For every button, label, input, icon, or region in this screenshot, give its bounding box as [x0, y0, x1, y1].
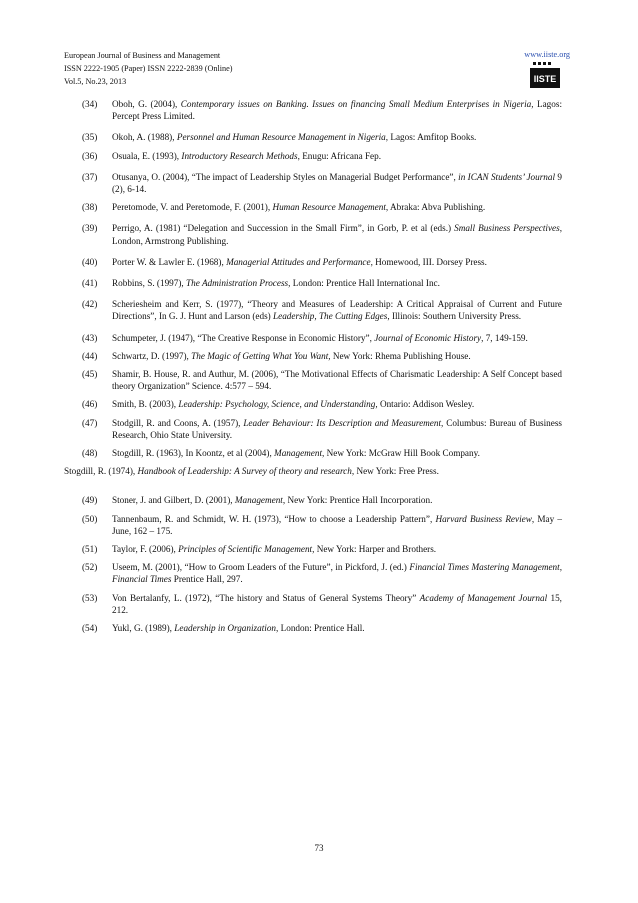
reference-text: Shamir, B. House, R. and Authur, M. (2006), “The Motivational Effects of Charismatic Leadership: A Self Concept based theory Organization” Science. 4:577 – 594.	[112, 369, 562, 392]
reference-entry	[64, 131, 562, 143]
reference-number: (37)	[82, 171, 98, 182]
reference-title: The Magic of Getting What You Want,	[191, 350, 331, 361]
journal-url-link[interactable]: www.iiste.org	[524, 50, 570, 59]
reference-title: Principles of Scientific Management	[178, 544, 313, 555]
reference-text: Smith, B. (2003),	[112, 399, 179, 410]
reference-number: (54)	[82, 623, 98, 634]
reference-text: Robbins, S. (1997),	[112, 278, 187, 289]
reference-text: Otusanya, O. (2004), “The impact of Leadership Styles on Managerial Budget Performance”,	[112, 171, 459, 182]
reference-list	[64, 98, 562, 634]
reference-entry	[64, 368, 562, 392]
reference-number: (34)	[82, 99, 98, 109]
reference-title: Introductory Research Methods	[181, 150, 298, 161]
reference-text: , New York: Harper and Brothers.	[312, 544, 437, 555]
reference-text: , Abraka: Abva Publishing.	[385, 202, 486, 213]
reference-entry	[64, 350, 562, 362]
reference-entry	[64, 332, 562, 344]
reference-title: Human Resource Management	[272, 202, 386, 213]
reference-entry	[64, 256, 562, 268]
reference-text: , New York: McGraw Hill Book Company.	[322, 448, 480, 459]
reference-text: Stogdill, R. (1974),	[64, 466, 138, 477]
reference-entry	[64, 298, 562, 322]
reference-text: Schumpeter, J. (1947), “The Creative Response in Economic History”,	[112, 332, 375, 343]
reference-text: Prentice Hall, 297.	[171, 574, 243, 585]
reference-entry	[64, 150, 562, 162]
reference-entry	[64, 561, 562, 585]
reference-text: Stoner, J. and Gilbert, D. (2001),	[112, 495, 235, 506]
reference-text: Oboh, G. (2004),	[112, 99, 181, 109]
reference-entry	[64, 222, 562, 246]
reference-text: Homewood, III. Dorsey Press.	[372, 256, 487, 267]
reference-title: Harvard Business Review	[435, 513, 532, 524]
reference-number: (45)	[82, 369, 98, 380]
svg-text:IISTE: IISTE	[533, 74, 557, 84]
reference-text: Taylor, F. (2006),	[112, 544, 179, 555]
reference-title: Personnel and Human Resource Management in Nigeria,	[176, 132, 389, 143]
reference-text: Peretomode, V. and Peretomode, F. (2001),	[112, 202, 273, 213]
reference-text: Osuala, E. (1993),	[112, 150, 182, 161]
reference-entry	[64, 98, 562, 122]
reference-number: (39)	[82, 223, 98, 234]
reference-number: (43)	[82, 332, 98, 343]
reference-text: Okoh, A. (1988),	[112, 132, 177, 143]
reference-title: in ICAN Students’ Journal	[458, 171, 556, 182]
reference-number: (47)	[82, 417, 98, 428]
reference-title: The Administration Process,	[186, 278, 291, 289]
reference-text: Yukl, G. (1989),	[112, 623, 175, 634]
iiste-logo	[530, 62, 560, 88]
reference-text: Lagos: Percept Press Limited.	[112, 99, 562, 122]
reference-text: Stodgill, R. and Coons, A. (1957),	[112, 417, 244, 428]
reference-text: Scheriesheim and Kerr, S. (1977), “Theory and Measures of Leadership: A Critical Appraisal of Current and Future Directions”, In G. J. Hunt and Larson (eds)	[112, 299, 562, 322]
reference-title: Journal of Economic History	[374, 332, 482, 343]
reference-title: Leader Behaviour: Its Description and Measurement,	[243, 417, 444, 428]
reference-number: (36)	[82, 150, 98, 161]
reference-entry	[64, 513, 562, 537]
reference-title: Academy of Management Journal	[419, 592, 548, 603]
reference-number: (40)	[82, 256, 98, 267]
reference-text: Von Bertalanfy, L. (1972), “The history and Status of General Systems Theory”	[112, 592, 420, 603]
reference-title: Financial Times Mastering Management, Financial Times	[112, 562, 562, 585]
reference-title: Managerial Attitudes and Performance,	[226, 256, 373, 267]
reference-entry	[64, 543, 562, 555]
reference-entry	[64, 171, 562, 195]
reference-number: (52)	[82, 562, 98, 573]
reference-entry	[64, 494, 562, 506]
reference-title: Leadership, The Cutting Edges	[273, 311, 388, 322]
reference-title: Handbook of Leadership: A Survey of theory and research,	[137, 466, 355, 477]
reference-entry	[64, 592, 562, 616]
reference-title: Leadership in Organization	[174, 623, 277, 634]
reference-text: Perrigo, A. (1981) “Delegation and Succession in the Small Firm”, in Gorb, P. et al (eds.)	[112, 223, 455, 234]
reference-title: Leadership: Psychology, Science, and Understanding,	[178, 399, 378, 410]
reference-number: (35)	[82, 132, 98, 143]
reference-title: Small Business Perspectives	[454, 223, 560, 234]
reference-title: Management	[234, 495, 283, 506]
reference-entry	[64, 622, 562, 634]
reference-title: Contemporary issues on Banking. Issues on financing Small Medium Enterprises in Nigeria,	[180, 99, 534, 109]
reference-text: , New York: Prentice Hall Incorporation.	[282, 495, 433, 506]
issn-line: ISSN 2222-1905 (Paper) ISSN 2222-2839 (Online)	[64, 64, 233, 73]
reference-text: 15, 212.	[112, 592, 562, 615]
page-number: 73	[314, 843, 324, 853]
reference-text: , May – June, 162 – 175.	[112, 513, 562, 536]
reference-text: , Illinois: Southern University Press.	[387, 311, 522, 322]
volume-line: Vol.5, No.23, 2013	[64, 77, 127, 86]
reference-text: Schwartz, D. (1997),	[112, 350, 192, 361]
journal-title: European Journal of Business and Management	[64, 51, 221, 60]
reference-text: , Enugu: Africana Fep.	[297, 150, 382, 161]
reference-text: Porter W. & Lawler E. (1968),	[112, 256, 227, 267]
reference-text: London: Prentice Hall International Inc.	[290, 278, 440, 289]
reference-number: (48)	[82, 448, 98, 459]
reference-text: New York: Rhema Publishing House.	[330, 350, 471, 361]
reference-entry	[64, 398, 562, 410]
reference-text: , London: Prentice Hall.	[276, 623, 365, 634]
reference-number: (38)	[82, 202, 98, 213]
reference-text: Columbus: Bureau of Business Research, Ohio State University.	[112, 417, 563, 440]
reference-text: 9 (2), 6-14.	[112, 171, 563, 195]
reference-text: , London, Armstrong Publishing.	[112, 223, 563, 246]
reference-text: , 7, 149-159.	[481, 332, 528, 343]
reference-entry	[64, 465, 562, 477]
reference-entry	[64, 277, 562, 289]
reference-entry	[64, 201, 562, 213]
reference-number: (53)	[82, 592, 98, 603]
reference-entry	[64, 447, 562, 459]
reference-text: Lagos: Amfitop Books.	[388, 132, 477, 143]
reference-number: (46)	[82, 399, 98, 410]
reference-title: Management	[274, 448, 323, 459]
reference-entry	[64, 417, 562, 441]
reference-number: (42)	[82, 299, 98, 310]
reference-text: Useem, M. (2001), “How to Groom Leaders of the Future”, in Pickford, J. (ed.)	[112, 562, 410, 573]
reference-text: New York: Free Press.	[354, 466, 439, 477]
reference-text: Ontario: Addison Wesley.	[377, 399, 475, 410]
reference-number: (44)	[82, 350, 98, 361]
reference-text: Tannenbaum, R. and Schmidt, W. H. (1973), “How to choose a Leadership Pattern”,	[112, 513, 436, 524]
reference-number: (50)	[82, 513, 98, 524]
reference-number: (41)	[82, 278, 98, 289]
reference-number: (51)	[82, 544, 98, 555]
reference-number: (49)	[82, 495, 98, 506]
reference-text: Stogdill, R. (1963), In Koontz, et al (2004),	[112, 448, 275, 459]
